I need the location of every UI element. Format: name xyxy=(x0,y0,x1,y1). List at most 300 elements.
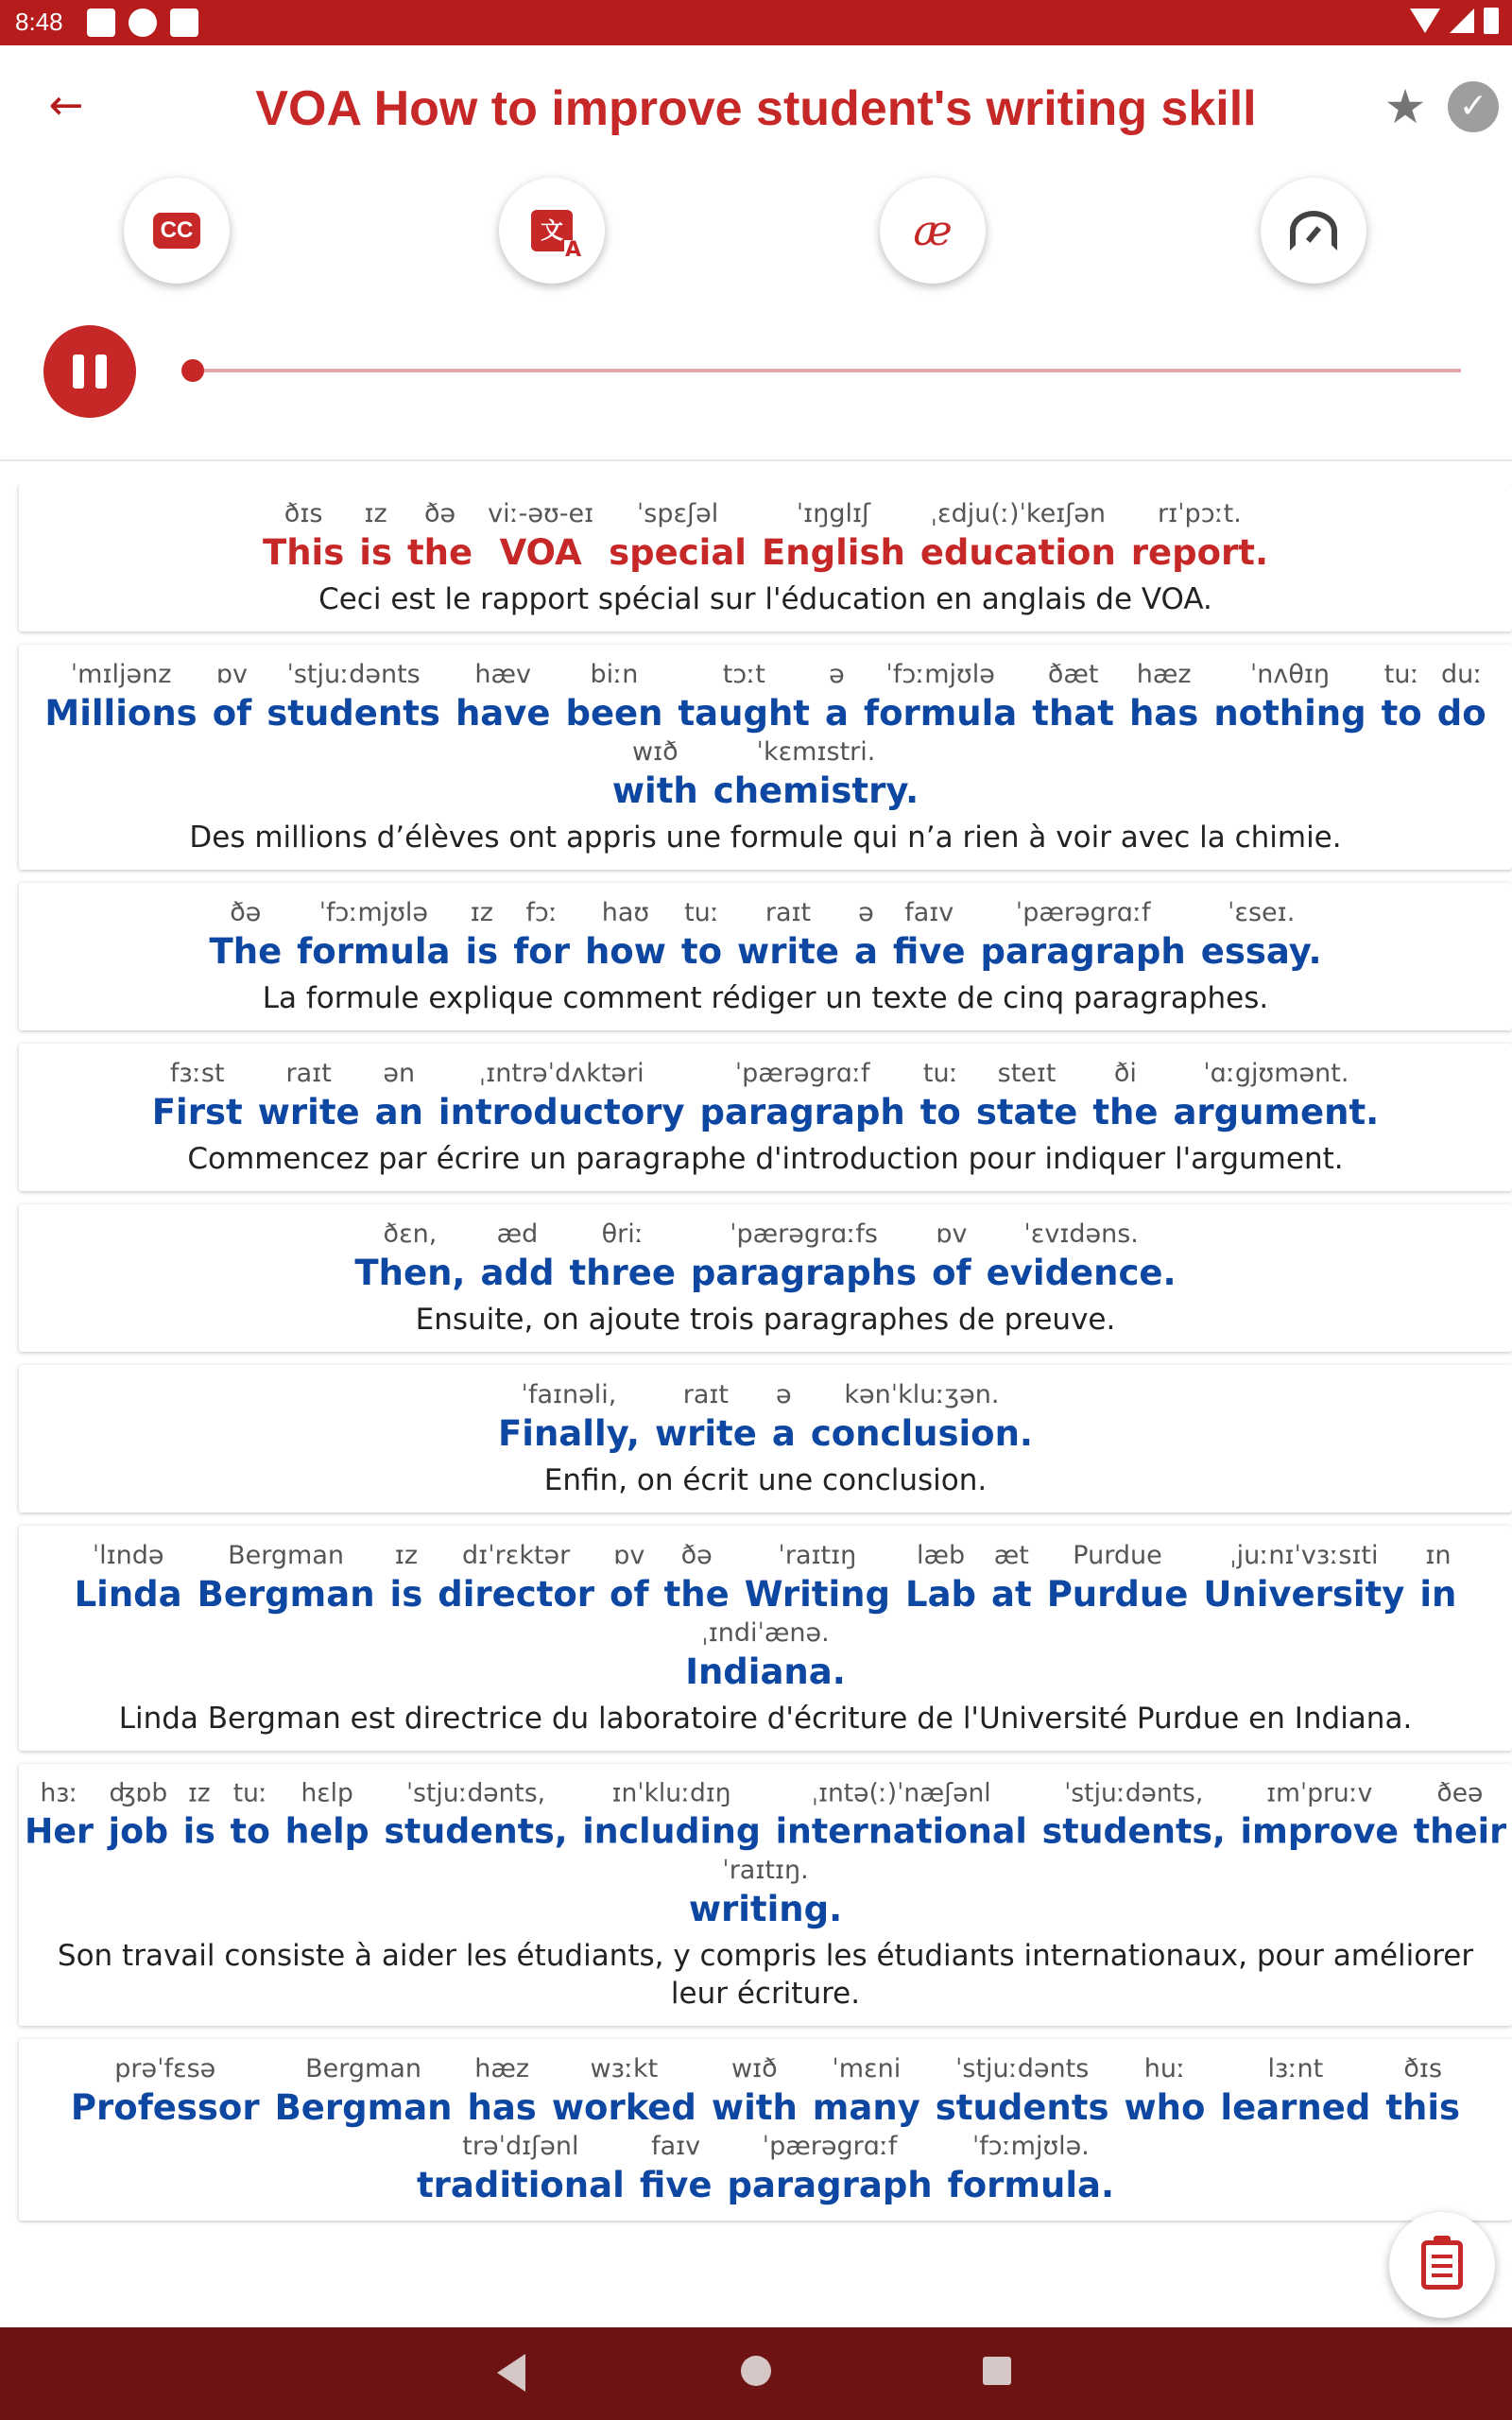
word[interactable] xyxy=(932,1218,971,1295)
word-english[interactable]: this xyxy=(1385,2086,1461,2128)
word[interactable] xyxy=(258,1057,360,1134)
word-english[interactable]: a xyxy=(771,1413,796,1454)
word[interactable] xyxy=(948,2130,1114,2207)
word-english[interactable]: for xyxy=(513,931,570,972)
sentence-line xyxy=(38,1378,1493,1456)
word[interactable] xyxy=(1414,1777,1506,1854)
word[interactable] xyxy=(691,1218,917,1295)
word-english[interactable]: evidence. xyxy=(986,1253,1177,1293)
nav-home-icon[interactable] xyxy=(741,2356,771,2386)
word[interactable] xyxy=(685,1616,846,1694)
word[interactable] xyxy=(640,2130,713,2207)
word-ipa: hɜː xyxy=(40,1778,78,1808)
word-english[interactable]: Finally, xyxy=(498,1413,640,1454)
sentence-translation: Ensuite, on ajoute trois paragraphes de preuve. xyxy=(415,1303,1116,1337)
word-english[interactable]: have xyxy=(455,693,551,734)
word[interactable] xyxy=(552,2052,696,2130)
word[interactable] xyxy=(266,658,440,735)
word[interactable] xyxy=(987,1218,1177,1295)
word-ipa: ə xyxy=(858,898,874,927)
word[interactable] xyxy=(745,1539,890,1616)
word-english[interactable]: argument. xyxy=(1173,1092,1380,1132)
word[interactable] xyxy=(297,896,450,974)
word-ipa: ˌɛdju(ː)ˈkeɪʃən xyxy=(930,499,1107,528)
word-english[interactable]: formula xyxy=(297,931,451,972)
word-ipa: rɪˈpɔːt. xyxy=(1158,499,1242,528)
word-english[interactable]: add xyxy=(480,1253,555,1293)
word-ipa: ðə xyxy=(680,1541,713,1570)
sentence-card[interactable] xyxy=(19,1526,1512,1751)
word[interactable] xyxy=(776,1777,1027,1854)
word[interactable] xyxy=(569,1218,675,1295)
word[interactable] xyxy=(465,896,498,974)
word[interactable] xyxy=(213,658,252,735)
word-english[interactable]: Indiana. xyxy=(685,1651,846,1692)
word-english[interactable]: formula. xyxy=(947,2164,1115,2205)
word-ipa: ˌjuːnɪˈvɜːsɪti xyxy=(1229,1541,1379,1570)
system-nav-bar xyxy=(0,2327,1512,2420)
word[interactable] xyxy=(991,1539,1032,1616)
word-ipa: ˈfaɪnəli, xyxy=(521,1380,617,1409)
word-english[interactable]: Lab xyxy=(905,1574,977,1615)
word-ipa: ðæt xyxy=(1047,660,1099,689)
word[interactable] xyxy=(44,658,197,735)
word-english[interactable]: paragraphs xyxy=(690,1253,918,1293)
word[interactable] xyxy=(1129,658,1198,735)
word[interactable] xyxy=(582,1777,761,1854)
word[interactable] xyxy=(209,896,282,974)
word-english[interactable]: traditional xyxy=(416,2164,625,2205)
word-ipa: ə xyxy=(776,1380,792,1409)
word[interactable] xyxy=(198,1539,375,1616)
word[interactable] xyxy=(468,2052,537,2130)
word[interactable] xyxy=(981,896,1186,974)
word[interactable] xyxy=(1092,1057,1158,1134)
captions-button[interactable] xyxy=(124,178,230,284)
word-ipa: ˈstjuːdənts, xyxy=(405,1778,546,1808)
pause-button[interactable] xyxy=(43,325,136,418)
nav-back-icon[interactable] xyxy=(497,2354,525,2392)
word-english[interactable]: education xyxy=(919,532,1116,573)
notification-icons xyxy=(87,9,198,37)
word-english[interactable]: students xyxy=(266,693,440,734)
word[interactable] xyxy=(1213,658,1366,735)
word[interactable] xyxy=(513,896,570,974)
word-english[interactable]: director xyxy=(438,1574,595,1615)
word[interactable] xyxy=(1131,497,1268,575)
word[interactable] xyxy=(813,2052,920,2130)
word-ipa: Purdue xyxy=(1073,1541,1162,1570)
sentence-card[interactable] xyxy=(19,1764,1512,2026)
word-english[interactable]: help xyxy=(284,1811,369,1852)
word-english[interactable]: Bergman xyxy=(197,1574,375,1615)
word-english[interactable]: Professor xyxy=(70,2086,260,2128)
word-ipa: ðɛn, xyxy=(383,1219,438,1249)
word-english[interactable]: at xyxy=(991,1574,1032,1615)
battery-icon xyxy=(1484,8,1499,34)
word[interactable] xyxy=(681,896,722,974)
word[interactable] xyxy=(1385,2052,1460,2130)
word-ipa: ðə xyxy=(230,898,262,927)
sentence-translation: Linda Bergman est directrice du laboratoire d'écriture de l'Université Purdue en Indiana. xyxy=(118,1702,1413,1736)
sentence-card[interactable] xyxy=(19,1204,1512,1352)
word-ipa: ˈɑːgjʊmənt. xyxy=(1203,1059,1349,1088)
notes-button[interactable] xyxy=(1389,2212,1495,2318)
speed-button[interactable] xyxy=(1261,178,1366,284)
word[interactable] xyxy=(152,1057,243,1134)
word[interactable] xyxy=(936,2052,1109,2130)
word[interactable] xyxy=(455,658,551,735)
word-ipa: steɪt xyxy=(997,1059,1057,1088)
word[interactable] xyxy=(772,1378,796,1456)
word-english[interactable]: a xyxy=(853,931,878,972)
word-ipa: ˈstjuːdənts xyxy=(954,2053,1090,2083)
word-ipa: ɒv xyxy=(936,1219,968,1249)
ipa-button[interactable] xyxy=(880,178,986,284)
word-ipa: faɪv xyxy=(651,2131,701,2161)
word-english[interactable]: students, xyxy=(384,1811,568,1852)
word-english[interactable]: Linda xyxy=(74,1574,182,1615)
word-english[interactable]: This xyxy=(262,532,345,573)
word-english[interactable]: that xyxy=(1032,693,1114,734)
clipboard-list-icon xyxy=(1421,2240,1463,2290)
word-english[interactable]: with xyxy=(611,770,698,811)
word-english[interactable]: Purdue xyxy=(1046,1574,1189,1615)
word-english[interactable]: paragraph xyxy=(699,1092,905,1132)
word-ipa: prəˈfɛsə xyxy=(114,2053,216,2083)
word-ipa: ˈmɛni xyxy=(832,2053,902,2083)
word[interactable] xyxy=(700,1057,905,1134)
word-ipa: huː xyxy=(1143,2053,1186,2083)
sentence-line xyxy=(38,1057,1493,1134)
word-english[interactable]: in xyxy=(1419,1574,1457,1615)
sentence-line xyxy=(38,2130,1493,2207)
word-english[interactable]: an xyxy=(374,1092,423,1132)
word-ipa: hæv xyxy=(474,660,531,689)
word[interactable] xyxy=(727,2130,932,2207)
word-english[interactable]: do xyxy=(1436,693,1486,734)
word-ipa: ɪmˈpruːv xyxy=(1266,1778,1373,1808)
word[interactable] xyxy=(905,1539,976,1616)
word-english[interactable]: to xyxy=(230,1811,270,1852)
word[interactable] xyxy=(375,1057,423,1134)
word-english[interactable]: Then, xyxy=(354,1253,466,1293)
word-ipa: hæz xyxy=(474,2053,530,2083)
word[interactable] xyxy=(1382,658,1422,735)
word-english[interactable]: formula xyxy=(863,693,1018,734)
speedometer-icon xyxy=(1290,211,1337,251)
word-english[interactable]: learned xyxy=(1220,2086,1371,2128)
word-ipa: ˈspɛʃəl xyxy=(636,499,719,528)
word-ipa: biːn xyxy=(590,660,639,689)
sentence-line xyxy=(38,1616,1493,1694)
word-english[interactable]: is xyxy=(465,931,499,972)
word-ipa: lɜːnt xyxy=(1267,2053,1324,2083)
sentence-line xyxy=(38,497,1493,575)
word-ipa: ʤɒb xyxy=(109,1778,168,1808)
word[interactable] xyxy=(864,658,1017,735)
word-ipa: læb xyxy=(916,1541,966,1570)
word-english[interactable]: write xyxy=(257,1092,360,1132)
word-ipa: wɪð xyxy=(731,2053,778,2083)
word[interactable] xyxy=(854,896,878,974)
word-english[interactable]: of xyxy=(212,693,252,734)
word-english[interactable]: including xyxy=(582,1811,761,1852)
word-english[interactable]: English xyxy=(761,532,905,573)
sentence-line xyxy=(38,1218,1493,1295)
word-ipa: raɪt xyxy=(682,1380,730,1409)
word-ipa: ɪz xyxy=(394,1541,418,1570)
word[interactable] xyxy=(825,658,849,735)
word-english[interactable]: VOA xyxy=(499,532,582,573)
word-english[interactable]: paragraph xyxy=(980,931,1186,972)
word-english[interactable]: paragraph xyxy=(727,2164,933,2205)
sentence-line xyxy=(38,896,1493,974)
word-english[interactable]: five xyxy=(639,2164,713,2205)
word-english[interactable]: who xyxy=(1124,2086,1206,2128)
word-ipa: kənˈkluːʒən. xyxy=(844,1380,1000,1409)
sentence-translation: La formule explique comment rédiger un texte de cinq paragraphes. xyxy=(262,981,1269,1015)
word-english[interactable]: taught xyxy=(678,693,810,734)
word[interactable] xyxy=(438,1057,685,1134)
status-time: 8:48 xyxy=(15,8,63,36)
word-english[interactable]: is xyxy=(389,1574,423,1615)
word-english[interactable]: has xyxy=(467,2086,537,2128)
word-ipa: ˈpærəgrɑːfs xyxy=(730,1219,878,1249)
word[interactable] xyxy=(920,497,1116,575)
word-ipa: hæz xyxy=(1136,660,1192,689)
word[interactable] xyxy=(1047,1539,1189,1616)
word[interactable] xyxy=(1241,1777,1400,1854)
word[interactable] xyxy=(713,735,919,813)
word[interactable] xyxy=(712,2052,798,2130)
seek-thumb[interactable] xyxy=(181,359,204,382)
word[interactable] xyxy=(285,1777,369,1854)
word[interactable] xyxy=(481,1218,555,1295)
word[interactable] xyxy=(498,1378,640,1456)
word-english[interactable]: nothing xyxy=(1213,693,1366,734)
word-ipa: æt xyxy=(993,1541,1029,1570)
word-ipa: ˈstjuːdənts xyxy=(286,660,421,689)
word[interactable] xyxy=(612,735,698,813)
sentence-translation: Son travail consiste à aider les étudiants, y compris les étudiants internationaux, pour améliorer leur écriture. xyxy=(57,1938,1474,2011)
word-english[interactable]: students xyxy=(935,2086,1109,2128)
sentence-translation: Ceci est le rapport spécial sur l'éducation en anglais de VOA. xyxy=(318,582,1212,616)
word-english[interactable]: the xyxy=(406,532,473,573)
word[interactable] xyxy=(811,1378,1033,1456)
page-title: VOA How to improve student's writing skill xyxy=(255,81,1257,136)
word-english[interactable]: write xyxy=(737,931,839,972)
wifi-icon xyxy=(1410,9,1440,33)
word[interactable] xyxy=(678,658,810,735)
word-ipa: ði xyxy=(1113,1059,1137,1088)
word[interactable] xyxy=(183,1777,215,1854)
word-english[interactable]: is xyxy=(182,1811,215,1852)
translate-button[interactable] xyxy=(499,178,605,284)
word[interactable] xyxy=(655,1378,757,1456)
word[interactable] xyxy=(1173,1057,1379,1134)
sentence-card[interactable] xyxy=(19,1365,1512,1512)
sentence-line xyxy=(38,658,1493,735)
sentence-card[interactable] xyxy=(19,484,1512,631)
word-ipa: ðə xyxy=(423,499,456,528)
sentence-card[interactable] xyxy=(19,883,1512,1030)
word-english[interactable]: their xyxy=(1413,1811,1507,1852)
word-english[interactable]: to xyxy=(680,931,723,972)
word-english[interactable]: is xyxy=(359,532,392,573)
word-ipa: fɔː xyxy=(525,898,558,927)
pause-icon xyxy=(73,354,84,389)
word-english[interactable]: how xyxy=(584,931,666,972)
word[interactable] xyxy=(438,1539,594,1616)
word-english[interactable]: essay. xyxy=(1200,931,1322,972)
word-english[interactable]: the xyxy=(1092,1092,1159,1132)
word-english[interactable]: five xyxy=(892,931,966,972)
word-english[interactable]: chemistry. xyxy=(713,770,919,811)
sentence-translation: Enfin, on écrit une conclusion. xyxy=(543,1463,988,1497)
word[interactable] xyxy=(417,2130,625,2207)
word-ipa: ˈɛvɪdəns. xyxy=(1023,1219,1139,1249)
word-english[interactable]: job xyxy=(108,1811,169,1852)
word[interactable] xyxy=(1124,2052,1205,2130)
check-circle-icon[interactable]: ✓ xyxy=(1448,81,1499,132)
word-english[interactable]: with xyxy=(711,2086,798,2128)
word-ipa: ˈpærəgrɑːf xyxy=(734,1059,870,1088)
word-english[interactable]: has xyxy=(1128,693,1199,734)
word-english[interactable]: of xyxy=(932,1253,971,1293)
word[interactable] xyxy=(1419,1539,1456,1616)
word-ipa: trəˈdɪʃənl xyxy=(462,2131,579,2161)
pause-icon-bar xyxy=(95,354,107,389)
word-ipa: ˌɪntrəˈdʌktəri xyxy=(478,1059,644,1088)
word-english[interactable]: a xyxy=(825,693,849,734)
word-ipa: ɪz xyxy=(187,1778,211,1808)
word[interactable] xyxy=(585,896,666,974)
word-ipa: tuː xyxy=(684,898,719,927)
word-english[interactable]: state xyxy=(975,1092,1078,1132)
word-ipa: wɪð xyxy=(632,737,679,767)
word[interactable] xyxy=(109,1777,168,1854)
word-ipa: dɪˈrɛktər xyxy=(462,1541,571,1570)
word-ipa: ɒv xyxy=(215,660,249,689)
word[interactable] xyxy=(390,1539,423,1616)
word-english[interactable]: writing. xyxy=(688,1888,843,1929)
word[interactable] xyxy=(71,2052,260,2130)
word-ipa: ɪn xyxy=(1425,1541,1452,1570)
word-ipa: tuː xyxy=(1383,660,1419,689)
word-english[interactable]: introductory xyxy=(438,1092,685,1132)
word-english[interactable]: the xyxy=(663,1574,730,1615)
word[interactable] xyxy=(407,497,472,575)
word-english[interactable]: The xyxy=(209,931,283,972)
word[interactable] xyxy=(75,1539,182,1616)
word-english[interactable]: of xyxy=(610,1574,649,1615)
word[interactable] xyxy=(610,1539,649,1616)
word-english[interactable]: international xyxy=(775,1811,1027,1852)
word[interactable] xyxy=(354,1218,465,1295)
word-ipa: ˌɪndiˈænə. xyxy=(701,1618,830,1648)
word-ipa: ˈraɪtɪŋ. xyxy=(722,1855,809,1885)
word-english[interactable]: improve xyxy=(1240,1811,1400,1852)
sentence-card[interactable] xyxy=(19,2039,1512,2221)
word-english[interactable]: write xyxy=(654,1413,757,1454)
status-bar xyxy=(0,0,1512,45)
word[interactable] xyxy=(384,1777,567,1854)
word[interactable] xyxy=(920,1057,961,1134)
word[interactable] xyxy=(565,658,662,735)
sentence-card[interactable] xyxy=(19,1044,1512,1191)
word[interactable] xyxy=(1032,658,1114,735)
word[interactable] xyxy=(1201,896,1322,974)
word[interactable] xyxy=(275,2052,453,2130)
word[interactable] xyxy=(488,497,593,575)
word[interactable] xyxy=(893,896,966,974)
word-english[interactable]: to xyxy=(919,1092,961,1132)
word[interactable] xyxy=(231,1777,270,1854)
word[interactable] xyxy=(359,497,392,575)
word-english[interactable]: been xyxy=(565,693,663,734)
nav-recents-icon[interactable] xyxy=(983,2357,1011,2385)
word[interactable] xyxy=(664,1539,730,1616)
sentence-card[interactable] xyxy=(19,645,1512,870)
word-english[interactable]: students, xyxy=(1041,1811,1226,1852)
word-ipa: viː-əʊ-eɪ xyxy=(488,499,594,528)
seek-bar[interactable] xyxy=(193,369,1461,372)
word-ipa: ˈnʌθɪŋ xyxy=(1249,660,1331,689)
word-english[interactable]: to xyxy=(1381,693,1422,734)
star-icon[interactable]: ★ xyxy=(1383,79,1427,134)
word-ipa: ˈɪŋglɪʃ xyxy=(796,499,871,528)
word[interactable] xyxy=(1437,658,1486,735)
word[interactable] xyxy=(1042,1777,1226,1854)
word-english[interactable]: Writing xyxy=(744,1574,890,1615)
word[interactable] xyxy=(25,1777,94,1854)
word-english[interactable]: conclusion. xyxy=(810,1413,1033,1454)
word[interactable] xyxy=(737,896,839,974)
word-english[interactable]: many xyxy=(812,2086,920,2128)
word-english[interactable]: First xyxy=(151,1092,243,1132)
word-ipa: ˈlɪndə xyxy=(92,1541,164,1570)
word-ipa: duː xyxy=(1440,660,1483,689)
word-english[interactable]: report. xyxy=(1130,532,1269,573)
word-ipa: ðɪs xyxy=(284,499,323,528)
word[interactable] xyxy=(762,497,905,575)
word-english[interactable]: University xyxy=(1203,1574,1405,1615)
word[interactable] xyxy=(1203,1539,1404,1616)
signal-icon xyxy=(1450,9,1474,33)
word-english[interactable]: special xyxy=(609,532,747,573)
sentence-list[interactable] xyxy=(0,484,1512,2327)
word[interactable] xyxy=(1220,2052,1370,2130)
word-english[interactable]: Bergman xyxy=(274,2086,453,2128)
word-english[interactable]: three xyxy=(569,1253,676,1293)
word-english[interactable]: Millions xyxy=(44,693,198,734)
word-english[interactable]: Her xyxy=(24,1811,94,1852)
arrow-left-icon[interactable]: ← xyxy=(48,81,84,130)
word[interactable] xyxy=(609,497,747,575)
sentence-line xyxy=(38,2052,1493,2130)
word-ipa: ˈmɪljənz xyxy=(70,660,172,689)
notification-app-icon xyxy=(129,9,157,37)
word[interactable] xyxy=(689,1854,842,1931)
word-ipa: ˈpærəgrɑːf xyxy=(762,2131,898,2161)
word-ipa: ɪnˈkluːdɪŋ xyxy=(611,1778,731,1808)
word-ipa: ˈɛseɪ. xyxy=(1227,898,1296,927)
word[interactable] xyxy=(263,497,344,575)
word-english[interactable]: worked xyxy=(551,2086,696,2128)
word[interactable] xyxy=(976,1057,1077,1134)
ipa-ae-icon: æ xyxy=(913,206,953,255)
